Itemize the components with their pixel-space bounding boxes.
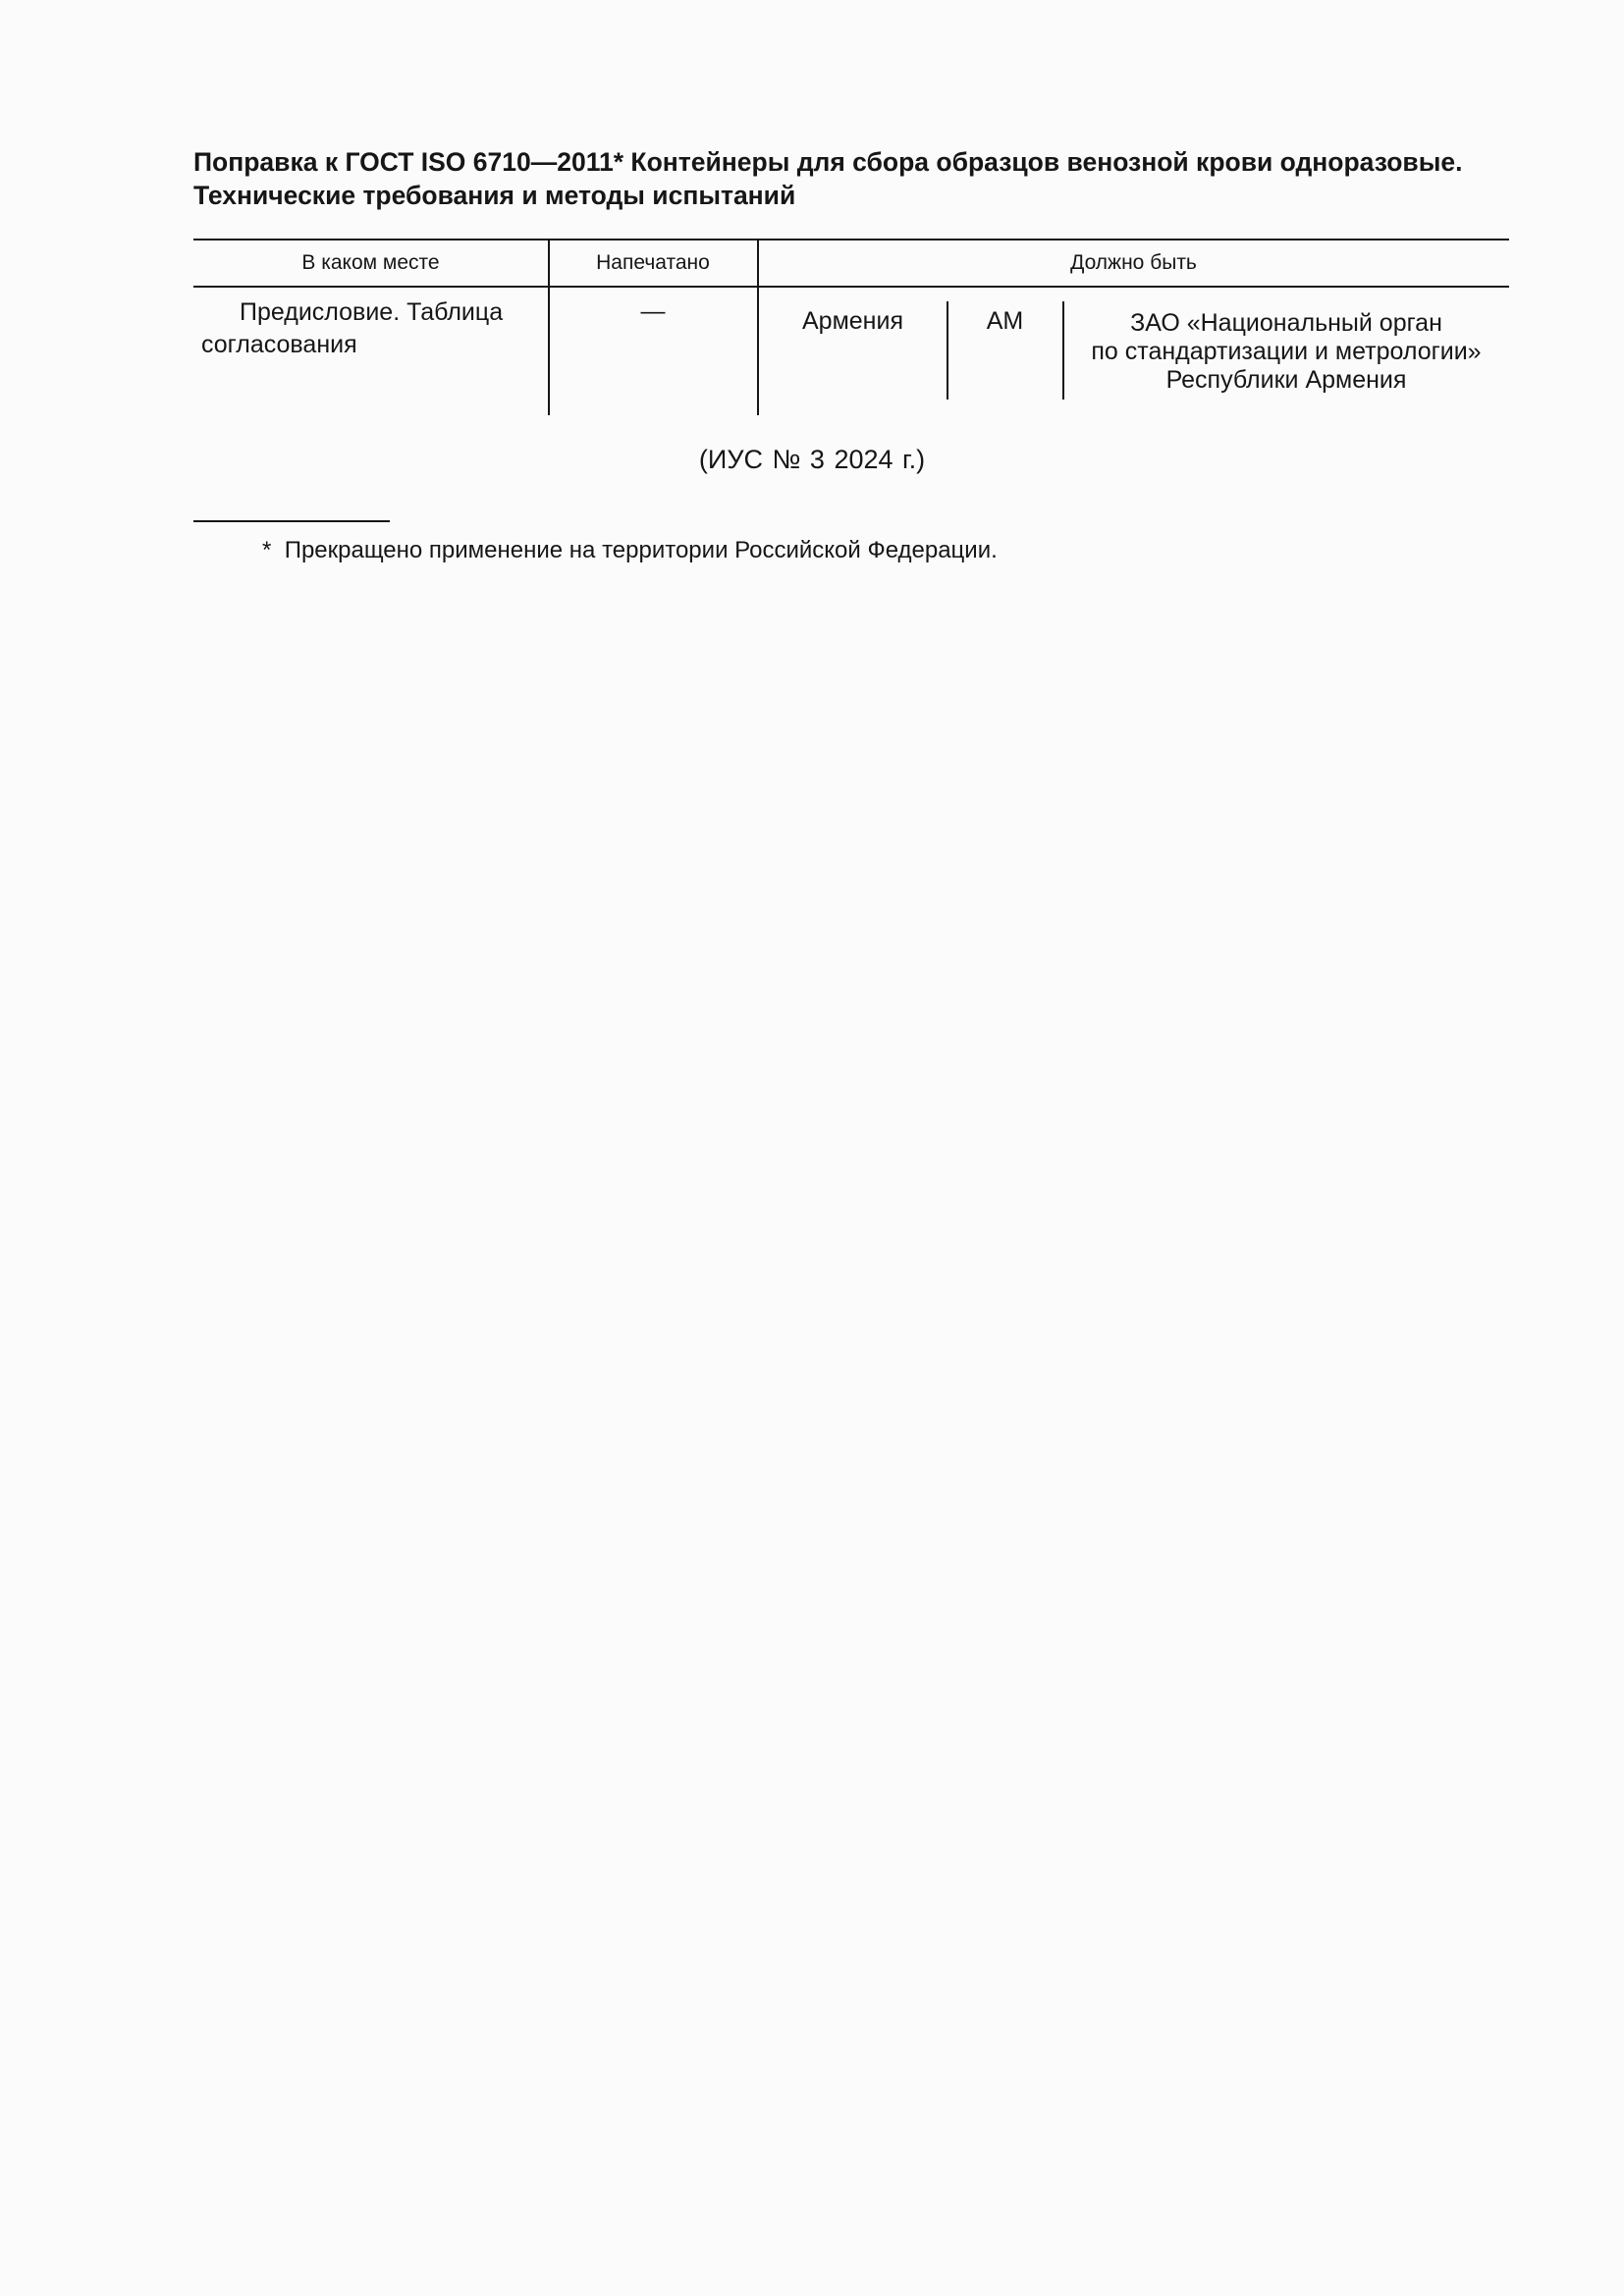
header-place: В каком месте bbox=[301, 251, 440, 274]
cell-place-line-1: Предисловие. Таблица bbox=[240, 298, 504, 326]
footnote-text: Прекращено применение на территории Российской Федерации. bbox=[284, 537, 998, 563]
header-should-be: Должно быть bbox=[1070, 251, 1197, 274]
issue-reference: (ИУС № 3 2024 г.) bbox=[698, 445, 926, 474]
cell-country: Армения bbox=[802, 307, 903, 335]
cell-organization-line-2: по стандартизации и метрологии» bbox=[1091, 338, 1482, 365]
cell-country-code: AM bbox=[986, 307, 1024, 335]
footnote-mark: * bbox=[262, 537, 272, 563]
cell-place-line-2: согласования bbox=[201, 331, 357, 358]
header-printed: Напечатано bbox=[596, 251, 710, 274]
document-title-line-2: Технические требования и методы испытаний bbox=[193, 181, 796, 210]
cell-organization-line-3: Республики Армения bbox=[1165, 366, 1407, 394]
document-title-line-1: Поправка к ГОСТ ISO 6710—2011* Контейнеры для сбора образцов венозной крови одноразовые. bbox=[193, 147, 1463, 177]
cell-printed: — bbox=[640, 297, 666, 325]
table-top-rule bbox=[193, 239, 1509, 240]
footnote-separator bbox=[193, 520, 390, 522]
document-title bbox=[193, 145, 1509, 212]
cell-organization-line-1: ЗАО «Национальный орган bbox=[1130, 309, 1442, 337]
correction-table bbox=[193, 239, 1509, 415]
table-header-rule bbox=[193, 286, 1509, 288]
footnote bbox=[262, 536, 998, 565]
